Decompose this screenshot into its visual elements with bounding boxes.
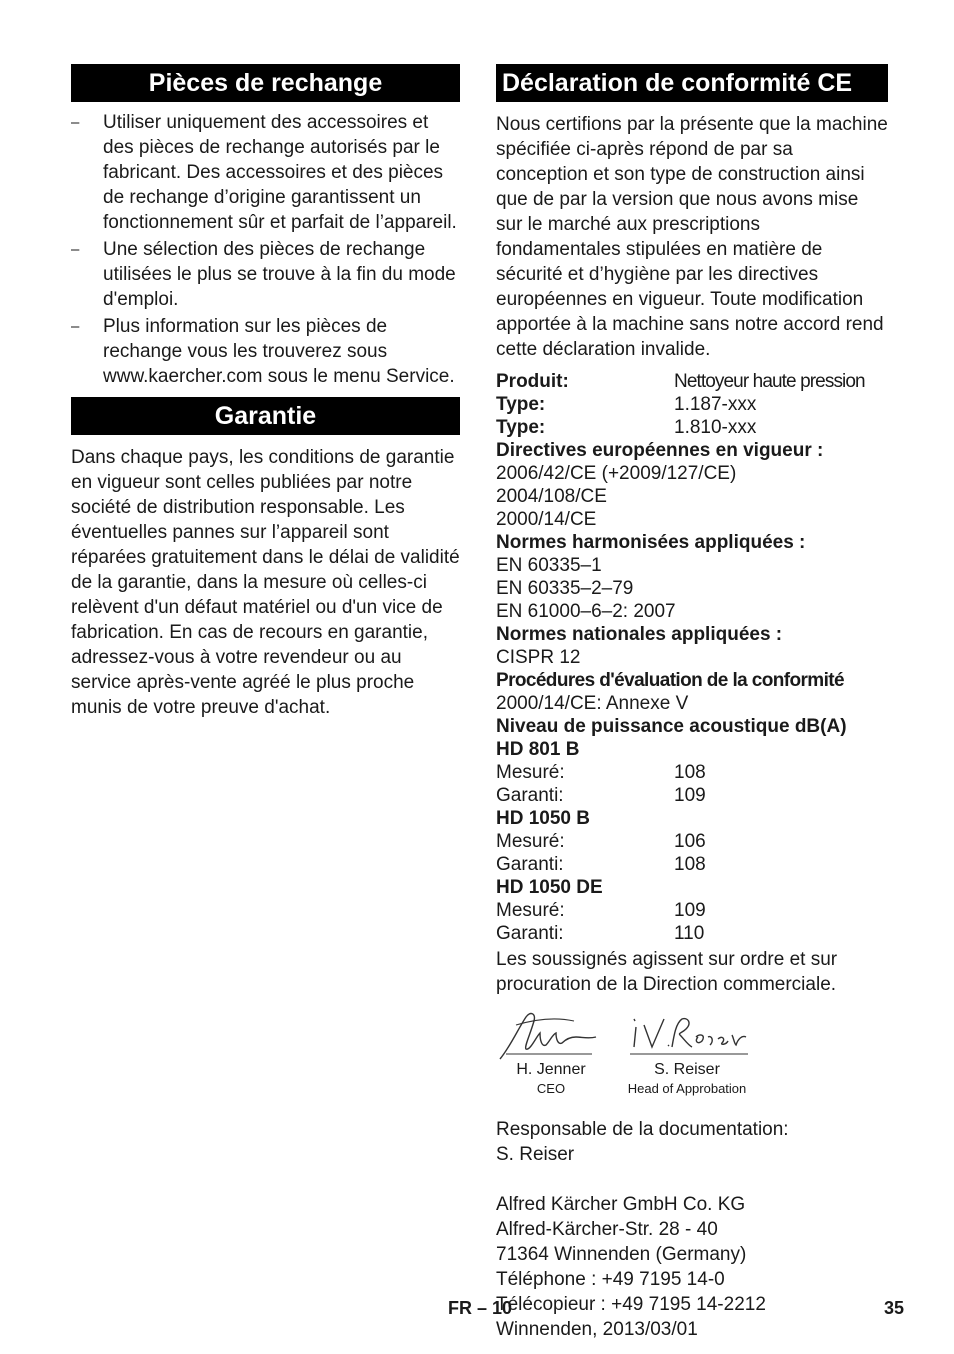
measured-value: 109 — [674, 900, 706, 921]
dash-icon: – — [71, 318, 80, 335]
warranty-heading: Garantie — [71, 397, 460, 435]
signature-reiser — [622, 1007, 752, 1097]
procedures-label: Procédures d'évaluation de la conformité — [496, 670, 844, 691]
national-label: Normes nationales appliquées : — [496, 624, 783, 645]
signatory-role: Head of Approbation — [627, 1081, 747, 1096]
list-item: – Utiliser uniquement des accessoires et des pièces de rechange autorisés par le fabricant. Des accessoires et des pièces de rechange d’origine garantissent un fonctionnement sûr et parfait de l’appareil. — [71, 112, 457, 233]
page-number: 35 — [884, 1298, 905, 1318]
measured-row — [496, 830, 888, 853]
signatories-text: Les soussignés agissent sur ordre et sur procuration de la Direction commerciale. — [496, 949, 838, 995]
directives-label: Directives européennes en vigueur : — [496, 440, 824, 461]
measured-row — [496, 899, 888, 922]
address-line: Winnenden, 2013/03/01 — [496, 1319, 698, 1340]
guaranteed-row — [496, 922, 888, 945]
type-label: Type: — [496, 417, 546, 438]
left-column — [71, 64, 460, 720]
address-line: 71364 Winnenden (Germany) — [496, 1244, 747, 1265]
spec-block — [496, 370, 888, 945]
acoustic-label: Niveau de puissance acoustique dB(A) — [496, 716, 847, 737]
handwritten-signature-icon — [496, 1007, 606, 1061]
signatory-name: H. Jenner — [516, 1061, 586, 1078]
norms-label: Normes harmonisées appliquées : — [496, 532, 806, 553]
type-label: Type: — [496, 394, 546, 415]
footer-section: FR – 10 — [448, 1298, 513, 1318]
measured-label: Mesuré: — [496, 762, 565, 783]
spec-row-type — [496, 416, 888, 439]
norm-item: EN 60335–2–79 — [496, 578, 634, 599]
norm-item: EN 60335–1 — [496, 555, 602, 576]
list-item: – Plus information sur les pièces de rechange vous les trouverez sous www.kaercher.com sous le menu Service. — [71, 316, 455, 387]
spacer — [496, 1167, 888, 1192]
model-name: HD 801 B — [496, 739, 580, 760]
type-value: 1.810-xxx — [674, 417, 757, 438]
type-value: 1.187-xxx — [674, 394, 757, 415]
documentation-label: Responsable de la documentation: — [496, 1119, 789, 1140]
product-label: Produit: — [496, 371, 569, 392]
parts-list — [71, 110, 460, 389]
guaranteed-row — [496, 853, 888, 876]
national-item: CISPR 12 — [496, 647, 581, 668]
conformity-heading: Déclaration de conformité CE — [496, 64, 888, 102]
measured-row — [496, 761, 888, 784]
right-column — [496, 64, 888, 1342]
signatory-name: S. Reiser — [654, 1061, 720, 1078]
parts-heading: Pièces de rechange — [71, 64, 460, 102]
signature-jenner — [496, 1007, 606, 1097]
spec-row-product — [496, 370, 888, 393]
measured-label: Mesuré: — [496, 831, 565, 852]
procedures-item: 2000/14/CE: Annexe V — [496, 693, 689, 714]
address-line: Alfred-Kärcher-Str. 28 - 40 — [496, 1219, 718, 1240]
directive-item: 2004/108/CE — [496, 486, 607, 507]
signatory-role: CEO — [536, 1081, 566, 1096]
warranty-text: Dans chaque pays, les conditions de garantie en vigueur sont celles publiées par notre société de distribution responsable. Les éventuelles pannes sur l’appareil sont réparées gratuitement dans le délai de validité de la garantie, dans la mesure où celles-ci relèvent d'un défaut matériel ou d'un vice de fabrication. En cas de recours en garantie, adressez-vous à votre revendeur ou au service après-vente agréé le plus proche munis de votre preuve d'achat. — [71, 447, 460, 718]
conformity-intro: Nous certifions par la présente que la machine spécifiée ci-après répond de par sa conception et son type de construction ainsi que de par la version que nous avons mise sur le marché aux prescriptions fondamentales stipulées en matière de sécurité et d’hygiène par les directives européennes en vigueur. Toute modification apportée à la machine sans notre accord rend cette déclaration invalide. — [496, 114, 888, 360]
directive-item: 2000/14/CE — [496, 509, 597, 530]
address-line: Téléphone : +49 7195 14-0 — [496, 1269, 725, 1290]
guaranteed-value: 109 — [674, 785, 706, 806]
address-line: Télécopieur : +49 7195 14-2212 — [496, 1294, 766, 1315]
norm-item: EN 61000–6–2: 2007 — [496, 601, 676, 622]
product-value: Nettoyeur haute pression — [674, 371, 865, 392]
guaranteed-row — [496, 784, 888, 807]
guaranteed-label: Garanti: — [496, 854, 564, 875]
documentation-name: S. Reiser — [496, 1144, 575, 1165]
model-name: HD 1050 B — [496, 808, 590, 829]
guaranteed-value: 108 — [674, 854, 706, 875]
address-line: Alfred Kärcher GmbH Co. KG — [496, 1194, 746, 1215]
model-name: HD 1050 DE — [496, 877, 603, 898]
measured-label: Mesuré: — [496, 900, 565, 921]
dash-icon: – — [71, 114, 80, 131]
measured-value: 108 — [674, 762, 706, 783]
handwritten-signature-icon — [622, 1007, 752, 1061]
directive-item: 2006/42/CE (+2009/127/CE) — [496, 463, 737, 484]
guaranteed-label: Garanti: — [496, 785, 564, 806]
dash-icon: – — [71, 241, 80, 258]
guaranteed-label: Garanti: — [496, 923, 564, 944]
spec-row-type — [496, 393, 888, 416]
signatures — [496, 1007, 888, 1117]
list-item: – Une sélection des pièces de rechange utilisées le plus se trouve à la fin du mode d'emploi. — [71, 239, 456, 310]
measured-value: 106 — [674, 831, 706, 852]
guaranteed-value: 110 — [674, 923, 705, 944]
